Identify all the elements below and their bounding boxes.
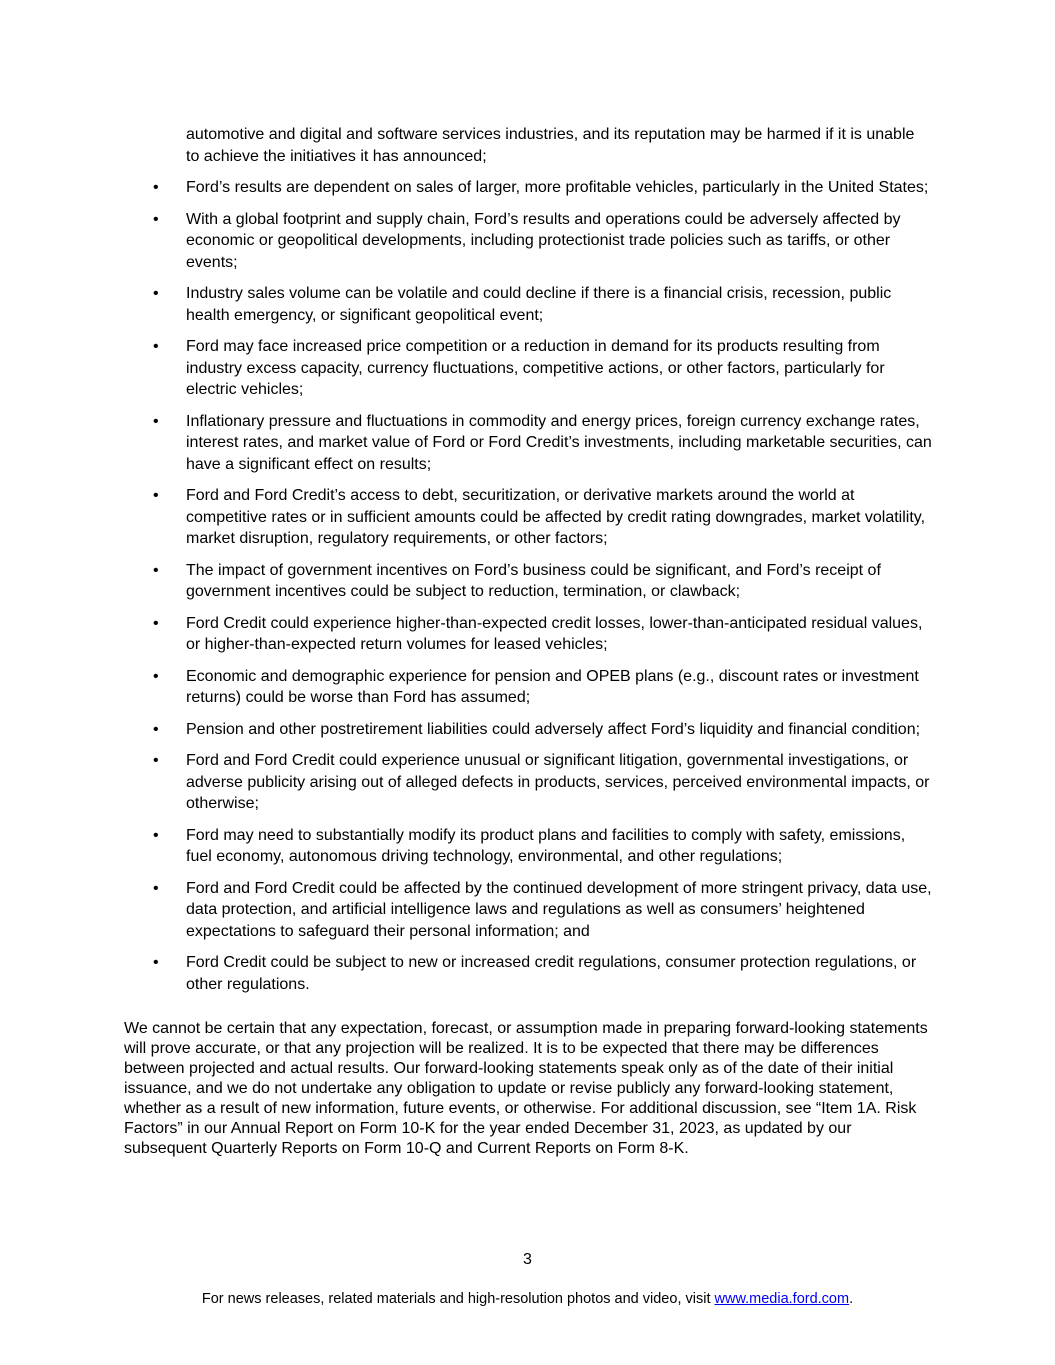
bullet-icon: •: [153, 879, 159, 897]
list-item-text: Ford’s results are dependent on sales of larger, more profitable vehicles, particularly in the United States;: [186, 179, 929, 196]
list-item: [124, 177, 932, 199]
media-site-link[interactable]: www.media.ford.com: [714, 1291, 850, 1307]
bullet-icon: •: [153, 667, 159, 685]
list-item: [124, 878, 932, 943]
list-item-text: Inflationary pressure and fluctuations in commodity and energy prices, foreign currency exchange rates, interest rates, and market value of Ford or Ford Credit’s investments, including marketable securities, can have a significant effect on results;: [186, 412, 932, 473]
footer-suffix: .: [849, 1291, 854, 1307]
list-item: [124, 952, 932, 995]
risk-factor-list: [124, 177, 932, 995]
footer-text: For news releases, related materials and high-resolution photos and video, visit: [201, 1291, 715, 1307]
bullet-icon: •: [153, 720, 159, 738]
list-item-text: Ford Credit could be subject to new or increased credit regulations, consumer protection regulations, or other regulations.: [186, 954, 917, 993]
continuation-paragraph: automotive and digital and software services industries, and its reputation may be harmed if it is unable to achieve the initiatives it has announced;: [186, 126, 915, 165]
list-item-text: Ford may face increased price competition or a reduction in demand for its products resulting from industry excess capacity, currency fluctuations, competitive actions, or other factors, particularly for electric vehicles;: [186, 338, 885, 398]
bullet-icon: •: [153, 285, 159, 302]
list-item-text: Ford may need to substantially modify its product plans and facilities to comply with safety, emissions, fuel economy, autonomous driving technology, environmental, and other regulations;: [186, 826, 906, 865]
list-item: [124, 485, 932, 550]
list-item: [124, 209, 932, 274]
bullet-icon: •: [153, 826, 159, 844]
list-item: [124, 825, 932, 868]
bullet-icon: •: [153, 412, 159, 430]
list-item-text: Industry sales volume can be volatile and could decline if there is a financial crisis, recession, public health emergency, or significant geopolitical event;: [186, 285, 892, 324]
list-item: [124, 411, 932, 476]
list-item: [124, 719, 932, 741]
bullet-icon: •: [153, 752, 159, 769]
list-item-text: Ford and Ford Credit could experience unusual or significant litigation, governmental investigations, or adverse publicity arising out of alleged defects in products, services, perceived environmental impacts, or otherwise;: [186, 752, 930, 812]
list-item-text: Ford and Ford Credit’s access to debt, securitization, or derivative markets around the world at competitive rates or in sufficient amounts could be affected by credit rating downgrades, market volatility, market disruption, regulatory requirements, or other factors;: [186, 487, 926, 547]
list-item-text: Ford and Ford Credit could be affected by the continued development of more stringent privacy, data use, data protection, and artificial intelligence laws and regulations as well as consumers’ heightened expectations to safeguard their personal information; and: [186, 879, 932, 940]
list-item: [124, 750, 932, 815]
bullet-icon: •: [153, 487, 159, 504]
list-item-text: Ford Credit could experience higher-than-expected credit losses, lower-than-anticipated residual values, or higher-than-expected return volumes for leased vehicles;: [186, 614, 923, 653]
bullet-icon: •: [153, 614, 159, 632]
list-item: [124, 336, 932, 401]
list-item: [124, 613, 932, 656]
bullet-icon: •: [153, 210, 159, 228]
bullet-icon: •: [153, 338, 159, 355]
list-item-text: Pension and other postretirement liabilities could adversely affect Ford’s liquidity and financial condition;: [186, 720, 921, 738]
list-item-text: With a global footprint and supply chain, Ford’s results and operations could be adversely affected by economic or geopolitical developments, including protectionist trade policies such as tariffs, or other events;: [186, 210, 901, 271]
document-body: [124, 124, 932, 1159]
bullet-icon: •: [153, 179, 159, 196]
list-item-text: Economic and demographic experience for pension and OPEB plans (e.g., discount rates or investment returns) could be worse than Ford has assumed;: [186, 667, 919, 706]
page-number: 3: [523, 1251, 532, 1268]
list-item: [124, 560, 932, 603]
bullet-icon: •: [153, 561, 159, 579]
closing-paragraph: We cannot be certain that any expectation, forecast, or assumption made in preparing forward-looking statements will prove accurate, or that any projection will be realized. It is to be expected that there may be differences between projected and actual results. Our forward-looking statements speak only as of the date of their initial issuance, and we do not undertake any obligation to update or revise publicly any forward-looking statement, whether as a result of new information, future events, or otherwise. For additional discussion, see “Item 1A. Risk Factors” in our Annual Report on Form 10-K for the year ended December 31, 2023, as updated by our subsequent Quarterly Reports on Form 10-Q and Current Reports on Form 8-K.: [124, 1020, 928, 1157]
list-item-text: The impact of government incentives on Ford’s business could be significant, and Ford’s receipt of government incentives could be subject to reduction, termination, or clawback;: [186, 561, 881, 600]
bullet-icon: •: [153, 954, 159, 971]
list-item: [124, 283, 932, 326]
footer: [0, 1290, 1055, 1308]
list-item: [124, 666, 932, 709]
